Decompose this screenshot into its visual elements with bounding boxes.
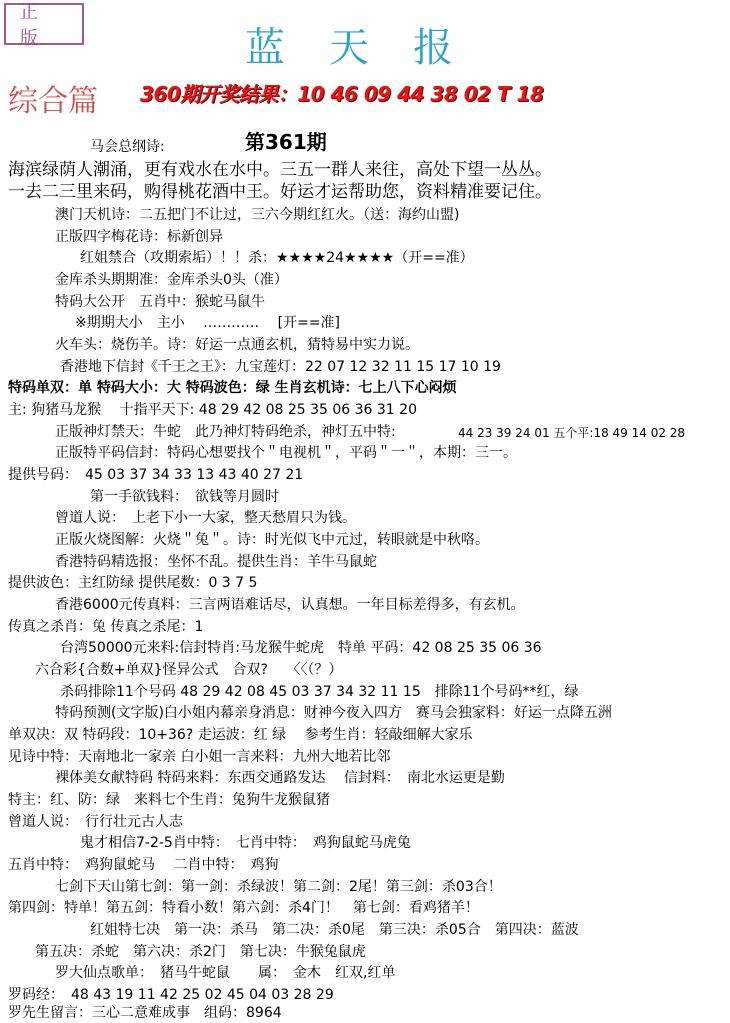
text-line: 罗先生留言：三心二意难成事 组码：8964 bbox=[8, 1005, 282, 1021]
text-line: 第一手欲钱料： 欲钱等月圆时 bbox=[90, 489, 279, 505]
text-line: 正版神灯禁天：牛蛇 此乃神灯特码绝杀，神灯五中特: bbox=[55, 424, 396, 440]
text-line: 澳门天机诗：二五把门不让过，三六今期红红火。（送：海约山盟) bbox=[55, 207, 460, 223]
text-line: 第五决：杀蛇 第六决：杀2门 第七决：牛猴兔鼠虎 bbox=[35, 944, 366, 960]
text-line: 传真之杀肖：兔 传真之杀尾：1 bbox=[8, 619, 204, 635]
text-line: 一去二三里来码，购得桃花酒中王。好运才运帮助您，资料精准要记住。 bbox=[8, 182, 552, 202]
text-line: 香港6000元传真料：三言两语难话尽，认真想。一年目标差得多，有玄机。 bbox=[55, 597, 525, 613]
text-line: 罗码经： 48 43 19 11 42 25 02 45 04 03 28 29 bbox=[8, 987, 334, 1003]
text-line: 台湾50000元来料:信封特肖:马龙猴牛蛇虎 特单 平码：42 08 25 35 06 36 bbox=[60, 640, 542, 656]
text-line: 正版火烧图解：火烧＂兔＂。诗：时光似飞中元过，转眼就是中秋咯。 bbox=[55, 532, 489, 548]
text-line: 裸体美女献特码 特码来料：东西交通路发达 信封料： 南北水运更是勤 bbox=[55, 770, 505, 786]
text-line: 鬼才相信7-2-5肖中特： 七肖中特： 鸡狗鼠蛇马虎兔 bbox=[80, 835, 411, 851]
text-line: 马会总纲诗: bbox=[90, 139, 165, 155]
text-line: 特码预测(文字版)白小姐内幕亲身消息：财神今夜入四方 赛马会独家料：好运一点降五洲 bbox=[55, 705, 612, 721]
text-line: 44 23 39 24 01 五个平:18 49 14 02 28 bbox=[458, 426, 686, 440]
text-line: 主: 狗猪马龙猴 十指平天下: 48 29 42 08 25 35 06 36 31 20 bbox=[8, 402, 417, 418]
genuine-badge: 正版 bbox=[4, 3, 84, 45]
text-line: 特码大公开 五肖中：猴蛇马鼠牛 bbox=[55, 294, 265, 310]
text-line: 火车头：烧伤羊。诗：好运一点通玄机，猜特易中实力说。 bbox=[55, 337, 419, 353]
text-line: 金库杀头期期准：金库杀头0头（准） bbox=[55, 272, 288, 288]
text-line: 曾道人说： 行行壮元古人志 bbox=[8, 814, 183, 830]
text-line: 提供号码： 45 03 37 34 33 13 43 40 27 21 bbox=[8, 467, 304, 483]
text-line: 单双决：双 特码段：10+36? 走运波：红 绿 参考生肖：轻敲细解大家乐 bbox=[8, 727, 473, 743]
text-line: 特码单双：单 特码大小：大 特码波色：绿 生肖玄机诗：七上八下心闷烦 bbox=[8, 380, 457, 396]
text-line: 五肖中特： 鸡狗鼠蛇马 二肖中特： 鸡狗 bbox=[8, 857, 279, 873]
text-line: 第361期 bbox=[245, 130, 327, 154]
text-line: 罗大仙点歌单： 猪马牛蛇鼠 属： 金木 红双,红单 bbox=[55, 965, 396, 981]
text-line: 正版四字梅花诗：标新创异 bbox=[55, 229, 223, 245]
text-line: 红姐禁合（攻期索垢）！！杀：★★★★24★★★★（开==准） bbox=[80, 250, 474, 266]
text-line: 六合彩{合数+单双}怪异公式 合双? 〈〈（？） bbox=[35, 662, 343, 678]
draw-result-banner: 360期开奖结果：10 46 09 44 38 02 T 18 bbox=[140, 82, 544, 106]
text-line: 特主：红、防：绿 来料七个生肖：兔狗牛龙猴鼠猪 bbox=[8, 792, 330, 808]
text-line: 香港地下信封《千王之王》：九宝莲灯：22 07 12 32 11 15 17 10 19 bbox=[60, 359, 501, 375]
text-line: 正版特平码信封：特码心想要找个＂电视机＂，平码＂一＂，本期：三一。 bbox=[55, 445, 517, 461]
text-line: 海滨绿荫人潮涌，更有戏水在水中。三五一群人来往，高处下望一丛丛。 bbox=[8, 160, 552, 180]
text-line: 曾道人说： 上老下小一大家，整天愁眉只为钱。 bbox=[55, 510, 356, 526]
section-title: 综合篇 bbox=[8, 84, 98, 119]
text-line: 杀码排除11个号码 48 29 42 08 45 03 37 34 32 11 15 排除11个号码**红，绿 bbox=[60, 684, 579, 700]
text-line: 七剑下天山第七剑：第一剑：杀绿波！第二剑：2尾！第三剑：杀03合！ bbox=[55, 879, 502, 895]
text-line: 香港特码精选报：坐怀不乱。提供生肖：羊牛马鼠蛇 bbox=[55, 554, 377, 570]
text-line: ※期期大小 主小 ………… [开==准] bbox=[75, 315, 341, 331]
text-line: 提供波色：主红防绿 提供尾数：0 3 7 5 bbox=[8, 575, 258, 591]
text-line: 见诗中特：天南地北一家亲 白小姐一言来料：九州大地若比邻 bbox=[8, 749, 391, 765]
page-title: 蓝天报 bbox=[245, 25, 497, 71]
text-line: 第四剑：特单！第五剑：特看小数！第六剑：杀4门！ 第七剑：看鸡猪羊！ bbox=[8, 900, 479, 916]
text-line: 红姐特七决 第一决：杀马 第二决：杀0尾 第三决：杀05合 第四决：蓝波 bbox=[90, 922, 579, 938]
